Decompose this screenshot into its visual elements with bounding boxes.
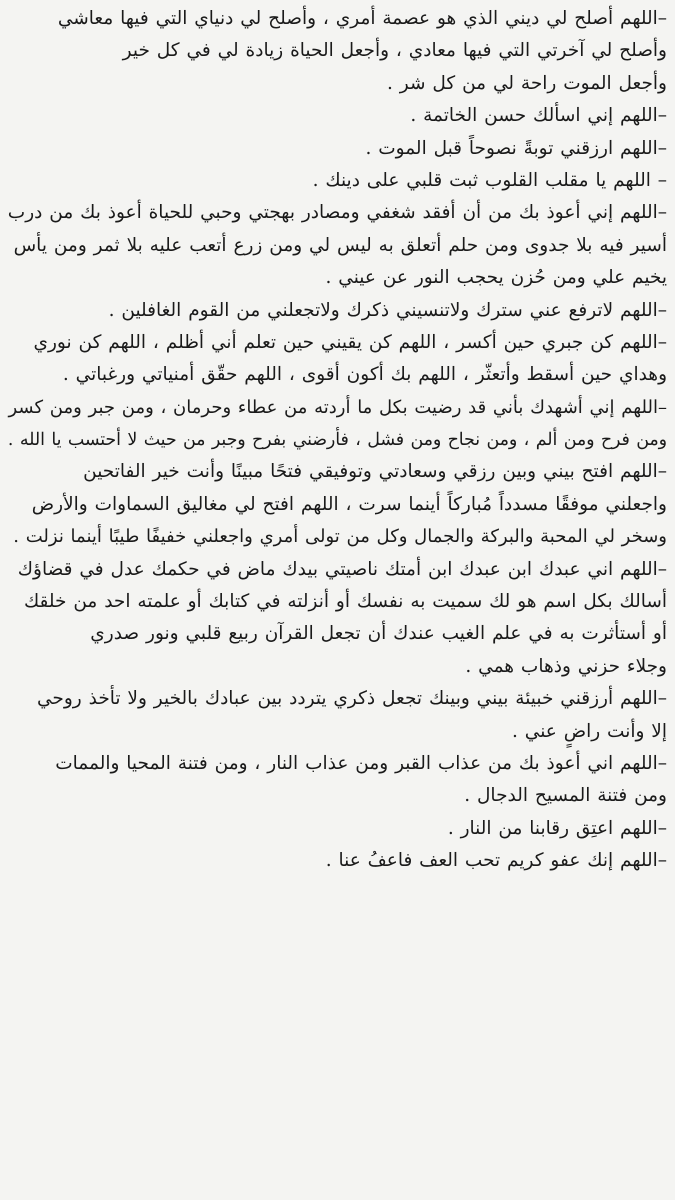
text-line: –اللهم لاترفع عني سترك ولاتنسيني ذكرك ولاتجعلني من القوم الغافلين . bbox=[108, 299, 667, 321]
text-line: واجعلني موفقًا مسدداً مُباركاً أينما سرت ، اللهم افتح لي مغاليق السماوات والأرض bbox=[31, 493, 667, 515]
text-line: أسالك بكل اسم هو لك سميت به نفسك أو أنزلته في كتابك أو علمته احد من خلقك bbox=[23, 591, 667, 613]
text-line: –اللهم اني عبدك ابن عبدك ابن أمتك ناصيتي بيدك ماض في حكمك عدل في قضاؤك bbox=[17, 558, 667, 580]
text-line: وأصلح لي آخرتي التي فيها معادي ، وأجعل الحياة زيادة لي في كل خير bbox=[122, 40, 667, 62]
text-line: ومن فتنة المسيح الدجال . bbox=[464, 785, 667, 807]
text-line: – اللهم يا مقلب القلوب ثبت قلبي على دينك . bbox=[312, 169, 667, 191]
text-line: –اللهم إني أعوذ بك من أن أفقد شغفي ومصادر بهجتي وحبي للحياة أعوذ بك من درب bbox=[7, 202, 667, 224]
text-line: –اللهم ارزقني توبةً نصوحاً قبل الموت . bbox=[365, 137, 667, 159]
text-line: –اللهم إنك عفو كريم تحب العف فاعفُ عنا . bbox=[325, 850, 667, 872]
text-line: وسخر لي المحبة والبركة والجمال وكل من تولى أمري واجعلني خفيفًا طيبًا أينما نزلت . bbox=[13, 526, 667, 548]
text-line: –اللهم إني أشهدك بأني قد رضيت بكل ما أردته من عطاء وحرمان ، ومن جبر ومن كسر bbox=[8, 396, 667, 418]
text-line: –اللهم اعتِق رقابنا من النار . bbox=[447, 817, 667, 839]
text-line: أسير فيه بلا جدوى ومن حلم أتعلق به ليس لي ومن زرع أتعب عليه بلا ثمر ومن يأس bbox=[13, 234, 667, 256]
text-line: –اللهم افتح بيني وبين رزقي وسعادتي وتوفيقي فتحًا مبينًا وأنت خير الفاتحين bbox=[83, 461, 667, 483]
text-line: ومن فرح ومن ألم ، ومن نجاح ومن فشل ، فأرضني بفرح وجبر من حيث لا أحتسب يا الله . bbox=[7, 430, 667, 451]
text-line: –اللهم أصلح لي ديني الذي هو عصمة أمري ، وأصلح لي دنياي التي فيها معاشي bbox=[57, 8, 667, 29]
text-line: –اللهم أرزقني خبيئة بيني وبينك تجعل ذكري يتردد بين عبادك بالخير ولا تأخذ روحي bbox=[37, 688, 667, 710]
text-line: وهداي حين أسقط وأتعثّر ، اللهم بك أكون أقوى ، اللهم حقّق أمنياتي ورغباتي . bbox=[62, 364, 667, 386]
text-line: أو أستأثرت به في علم الغيب عندك أن تجعل القرآن ربيع قلبي ونور صدري bbox=[90, 623, 667, 645]
text-line: –اللهم إني اسألك حسن الخاتمة . bbox=[410, 105, 667, 127]
text-line: –اللهم كن جبري حين أكسر ، اللهم كن يقيني حين تعلم أني أظلم ، اللهم كن نوري bbox=[33, 331, 667, 353]
text-line: يخيم علي ومن حُزن يحجب النور عن عيني . bbox=[325, 267, 667, 289]
text-line: وجلاء حزني وذهاب همي . bbox=[465, 655, 667, 677]
text-line: –اللهم اني أعوذ بك من عذاب القبر ومن عذاب النار ، ومن فتنة المحيا والممات bbox=[55, 752, 667, 774]
text-line: وأجعل الموت راحة لي من كل شر . bbox=[387, 72, 667, 94]
text-line: إلا وأنت راضٍ عني . bbox=[512, 720, 667, 742]
